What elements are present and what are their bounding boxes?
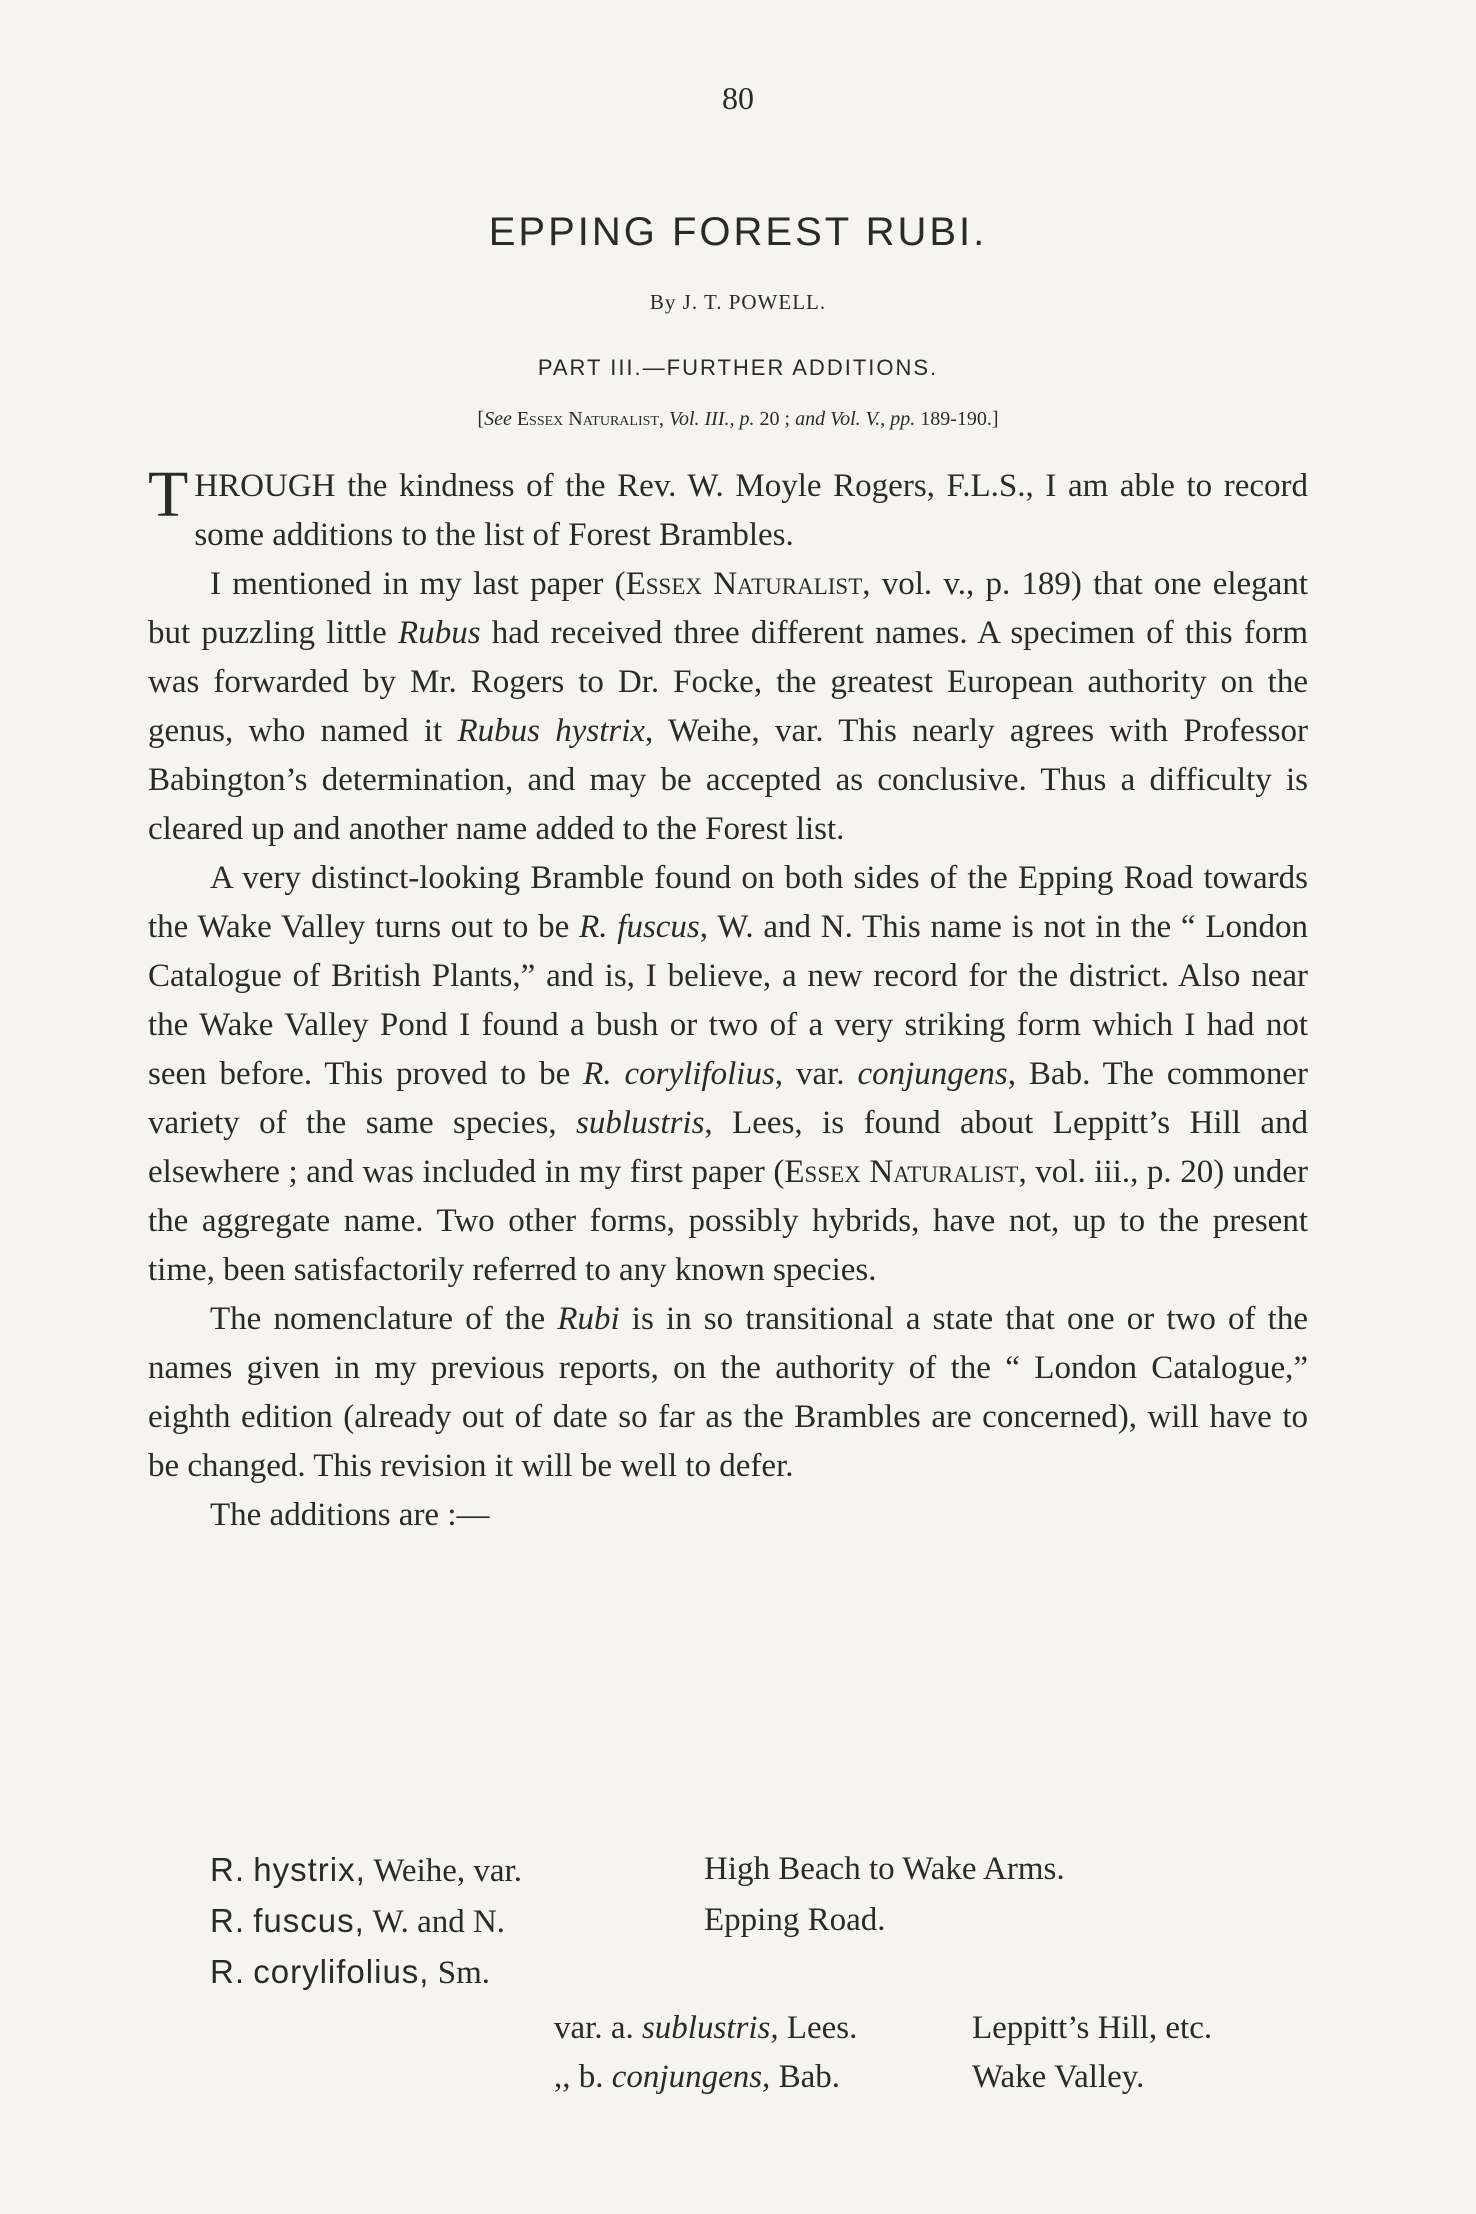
article-body — [148, 458, 1309, 1540]
author-byline: By J. T. POWELL. — [649, 290, 827, 314]
species-list — [210, 1845, 1310, 2102]
drop-cap: T — [148, 458, 189, 531]
species-row: R. hystrix, Weihe, var. High Beach to Wake Arms. — [210, 1851, 1065, 1889]
reference-note: [See Essex Naturalist, Vol. III., p. 20 ; and Vol. V., pp. 189-190.] — [477, 408, 999, 430]
species-row: R. fuscus, W. and N. Epping Road. — [210, 1902, 886, 1940]
paragraph-2: I mentioned in my last paper (Essex Naturalist, vol. v., p. 189) that one elegant but puzzling little Rubus had received three different names. A specimen of this form was forwarded by Mr. Rogers to Dr. Focke, the greatest European authority on the genus, who named it Rubus hystrix, Weihe, var. This nearly agrees with Professor Babington’s determination, and may be accepted as conclusive. Thus a difficulty is cleared up and another name added to the Forest list. — [148, 566, 1309, 847]
variety-row: ,, b. conjungens, Bab. Wake Valley. — [554, 2059, 1145, 2095]
additions-intro: The additions are :— — [210, 1497, 490, 1533]
species-row: R. corylifolius, Sm. — [210, 1953, 490, 1991]
variety-row: var. a. sublustris, Lees. Leppitt’s Hill, etc. — [554, 2010, 1213, 2046]
part-heading: PART III.—FURTHER ADDITIONS. — [537, 355, 939, 380]
paragraph-3: A very distinct-looking Bramble found on both sides of the Epping Road towards the Wake Valley turns out to be R. fuscus, W. and N. This name is not in the “ London Catalogue of British Plants,” and is, I believe, a new record for the district. Also near the Wake Valley Pond I found a bush or two of a very striking form which I had not seen before. This proved to be R. corylifolius, var. conjungens, Bab. The commoner variety of the same species, sublustris, Lees, is found about Leppitt’s Hill and elsewhere ; and was included in my first paper (Essex Naturalist, vol. iii., p. 20) under the aggregate name. Two other forms, possibly hybrids, have not, up to the present time, been satisfactorily referred to any known species. — [148, 860, 1308, 1288]
paragraph-4: The nomenclature of the Rubi is in so transitional a state that one or two of the names given in my previous reports, on the authority of the “ London Catalogue,” eighth edition (already out of date so far as the Brambles are concerned), will have to be changed. This revision it will be well to defer. — [148, 1301, 1308, 1484]
article-title: EPPING FOREST RUBI. — [488, 210, 988, 254]
paragraph-1: THROUGH the kindness of the Rev. W. Moyle Rogers, F.L.S., I am able to record some additions to the list of Forest Brambles. — [148, 458, 1308, 553]
page-number: 80 — [722, 80, 754, 116]
